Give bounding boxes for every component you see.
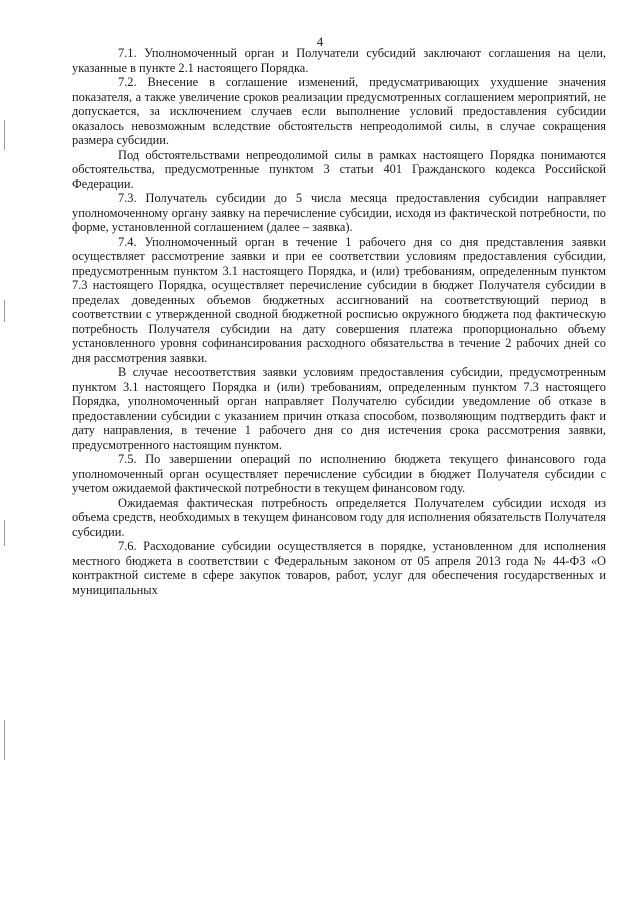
paragraph-7-2: 7.2. Внесение в соглашение изменений, предусматривающих ухудшение значения показателя, а также увеличение сроков реализации предусмотренных соглашением мероприятий, не допускается, за исключением случаев если выполнение условий предоставления субсидии оказалось невозможным вследствие обстоятельств непреодолимой силы, в случае сокращения размера субсидии. [72,75,606,147]
paragraph-7-4: 7.4. Уполномоченный орган в течение 1 рабочего дня со дня представления заявки осуществляет рассмотрение заявки и при ее соответствии условиям предоставления субсидии, предусмотренным пунктом 3.1 настоящего Порядка, и (или) требованиям, определенным пунктом 7.3 настоящего Порядка, осуществляет перечисление субсидии в бюджет Получателя субсидии в пределах доведенных объемов бюджетных ассигнований на соответствующий период в соответствии с утвержденной сводной бюджетной росписью окружного бюджета под фактическую потребность Получателя субсидии на дату совершения платежа пропорционально объему установленного уровня софинансирования расходного обязательства в течение 2 рабочих дней со дня рассмотрения заявки. [72,234,606,365]
scan-margin-mark [4,120,5,150]
paragraph-7-3: 7.3. Получатель субсидии до 5 числа месяца предоставления субсидии направляет уполномоченному органу заявку на перечисление субсидии, исходя из фактической потребности, по форме, установленной соглашением (далее – заявка). [72,191,606,234]
scan-margin-mark [4,300,5,322]
paragraph-expected-need: Ожидаемая фактическая потребность определяется Получателем субсидии исходя из объема средств, необходимых в текущем финансовом году для исполнения обязательств Получателя субсидии. [72,495,606,539]
paragraph-7-6: 7.6. Расходование субсидии осуществляется в порядке, установленном для исполнения местного бюджета в соответствии с Федеральным законом от 05 апреля 2013 года № 44-ФЗ «О контрактной системе в сфере закупок товаров, работ, услуг для обеспечения государственных и муниципальных [72,539,606,597]
scan-margin-mark [4,720,5,760]
paragraph-7-5: 7.5. По завершении операций по исполнению бюджета текущего финансового года уполномоченный орган осуществляет перечисление субсидии в бюджет Получателя субсидии с учетом ожидаемой фактической потребности в текущем финансовом году. [72,452,606,495]
paragraph-refusal: В случае несоответствия заявки условиям предоставления субсидии, предусмотренным пунктом 3.1 настоящего Порядка и (или) требованиям, определенным пунктом 7.3 настоящего Порядка, уполномоченный орган направляет Получателю субсидии уведомление об отказе в предоставлении субсидии с указанием причин отказа способом, позволяющим подтвердить факт и дату направления, в течение 1 рабочего дня со дня истечения срока рассмотрения заявки, предусмотренного настоящим пунктом. [72,365,606,452]
document-body [72,46,606,597]
scan-margin-mark [4,520,5,546]
paragraph-7-1: 7.1. Уполномоченный орган и Получатели субсидий заключают соглашения на цели, указанные в пункте 2.1 настоящего Порядка. [72,46,606,75]
page-number: 4 [316,34,324,49]
paragraph-force-majeure: Под обстоятельствами непреодолимой силы в рамках настоящего Порядка понимаются обстоятельства, предусмотренные пунктом 3 статьи 401 Гражданского кодекса Российской Федерации. [72,147,606,191]
